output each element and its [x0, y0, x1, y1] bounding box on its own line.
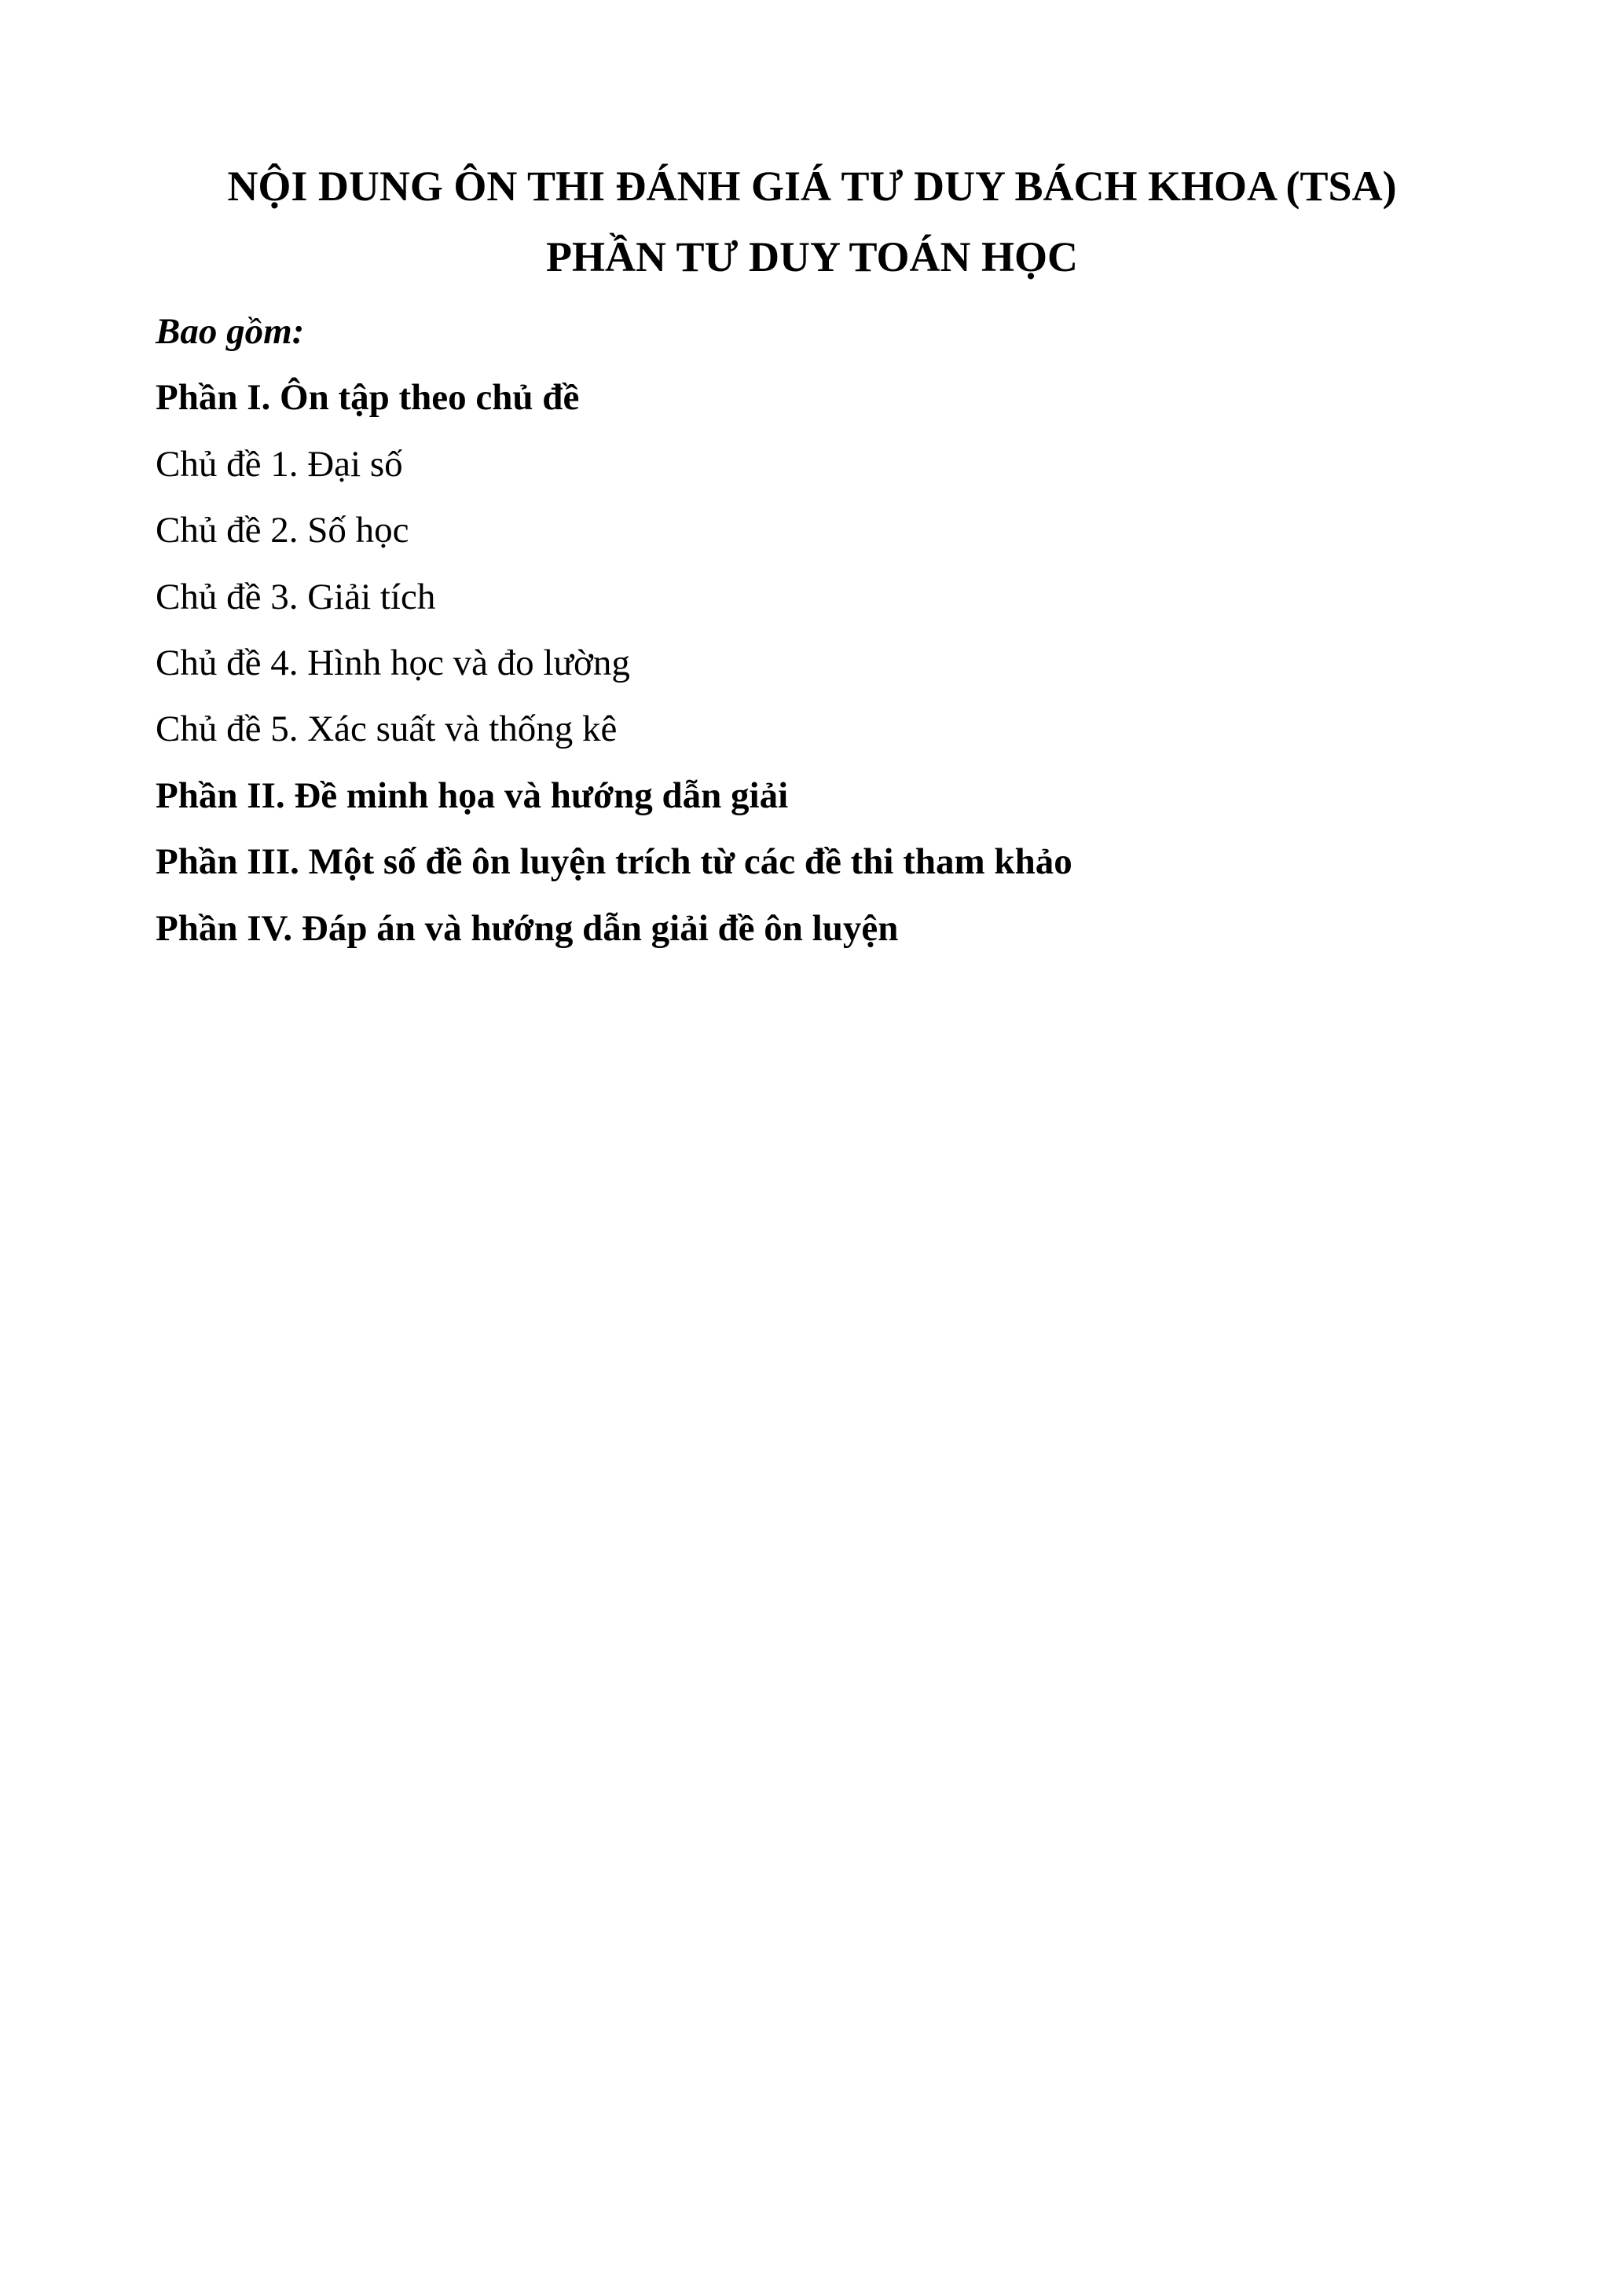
title-block: [0, 151, 1624, 292]
topic-1: Chủ đề 1. Đại số: [156, 443, 403, 485]
part-2-heading: Phần II. Đề minh họa và hướng dẫn giải: [156, 774, 789, 816]
topic-4: Chủ đề 4. Hình học và đo lường: [156, 643, 630, 684]
document-subtitle: PHẦN TƯ DUY TOÁN HỌC: [545, 233, 1079, 280]
part-3-heading: Phần III. Một số đề ôn luyện trích từ các đề thi tham khảo: [156, 841, 1072, 883]
contents-list: [156, 298, 1491, 961]
document-title: NỘI DUNG ÔN THI ĐÁNH GIÁ TƯ DUY BÁCH KHOA (TSA): [227, 163, 1397, 210]
topic-2: Chủ đề 2. Số học: [156, 510, 409, 551]
part-1-heading: Phần I. Ôn tập theo chủ đề: [156, 377, 580, 419]
intro-label: Bao gồm:: [156, 311, 305, 352]
topic-3: Chủ đề 3. Giải tích: [156, 576, 436, 617]
part-4-heading: Phần IV. Đáp án và hướng dẫn giải đề ôn luyện: [156, 907, 899, 949]
topic-5: Chủ đề 5. Xác suất và thống kê: [156, 709, 618, 750]
